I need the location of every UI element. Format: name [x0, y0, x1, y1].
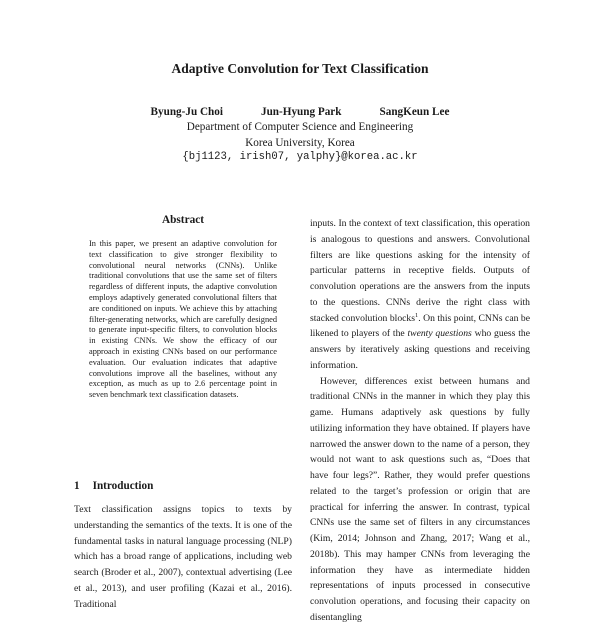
author-name: Jun-Hyung Park	[260, 106, 342, 118]
text-run: . On this point, CNNs can be likened to players of the	[310, 312, 530, 340]
right-column-body	[310, 216, 530, 626]
abstract-text: In this paper, we present an adaptive convolution for text classification to give stronger flexibility to convolutional neural networks (CNNs). Unlike traditional convolutions that use the same set of filters regardless of different inputs, the adaptive convolution employs adaptively generated convolutional filters that are conditioned on inputs. We achieve this by attaching filter-generating networks, which are carefully designed to generate input-specific filters, to convolution blocks in existing CNNs. We show the efficacy of our approach in existing CNNs based on our performance evaluation. Our evaluation indicates that adaptive convolutions improve all the baselines, without any exception, as much as up to 2.6 percentage point in seven benchmark text classification datasets.	[89, 239, 277, 400]
section-number: 1	[74, 480, 80, 492]
intro-paragraph-continued	[310, 216, 530, 374]
author-emails: {bj1123, irish07, yalphy}@korea.ac.kr	[182, 151, 418, 163]
abstract-body	[89, 239, 277, 401]
paper-title: Adaptive Convolution for Text Classification	[171, 61, 429, 76]
section-heading	[74, 480, 153, 492]
section-title: Introduction	[92, 480, 154, 492]
text-run: inputs. In the context of text classification, this operation is analogous to questions and answers. Convolutional filters are like questions asking for the intensity of particular patterns in receptive fields. Outputs of convolution operations are the answers from the inputs to the questions. CNNs derive the right class with stacked convolution blocks	[310, 218, 530, 324]
emphasis-text: twenty questions	[407, 328, 472, 340]
intro-paragraph: However, differences exist between humans and traditional CNNs in the manner in which they play this game. Humans adaptively ask questions by fully utilizing information they have obtained. If players have narrowed the answer down to the name of a person, they would not want to ask questions such as, “Does that have four legs?”. Rather, they would prefer questions related to the target’s profession or origin that are practical for inferring the answer. In contrast, typical CNNs use the same set of filters in any circumstances (Kim, 2014; Johnson and Zhang, 2017; Wang et al., 2018b). This may hamper CNNs from leveraging the information they have as intermediate hidden representations of inputs processed in consecutive convolution operations, and focusing their capacity on disentangling	[310, 375, 530, 623]
author-name: Byung-Ju Choi	[150, 106, 223, 118]
footnote-marker: 1	[414, 311, 419, 319]
left-column-body	[74, 502, 292, 612]
author-name: SangKeun Lee	[379, 106, 450, 118]
abstract-heading: Abstract	[161, 214, 205, 226]
text-run: who guess the answers by iteratively asking questions and receiving information.	[310, 328, 530, 371]
intro-paragraph: Text classification assigns topics to texts by understanding the semantics of the texts. It is one of the fundamental tasks in natural language processing (NLP) which has a broad range of applications, including web search (Broder et al., 2007), contextual advertising (Lee et al., 2013), and user profiling (Kazai et al., 2016). Traditional	[74, 504, 292, 610]
university: Korea University, Korea	[245, 137, 355, 149]
department: Department of Computer Science and Engineering	[186, 121, 414, 133]
author-list	[0, 106, 600, 118]
